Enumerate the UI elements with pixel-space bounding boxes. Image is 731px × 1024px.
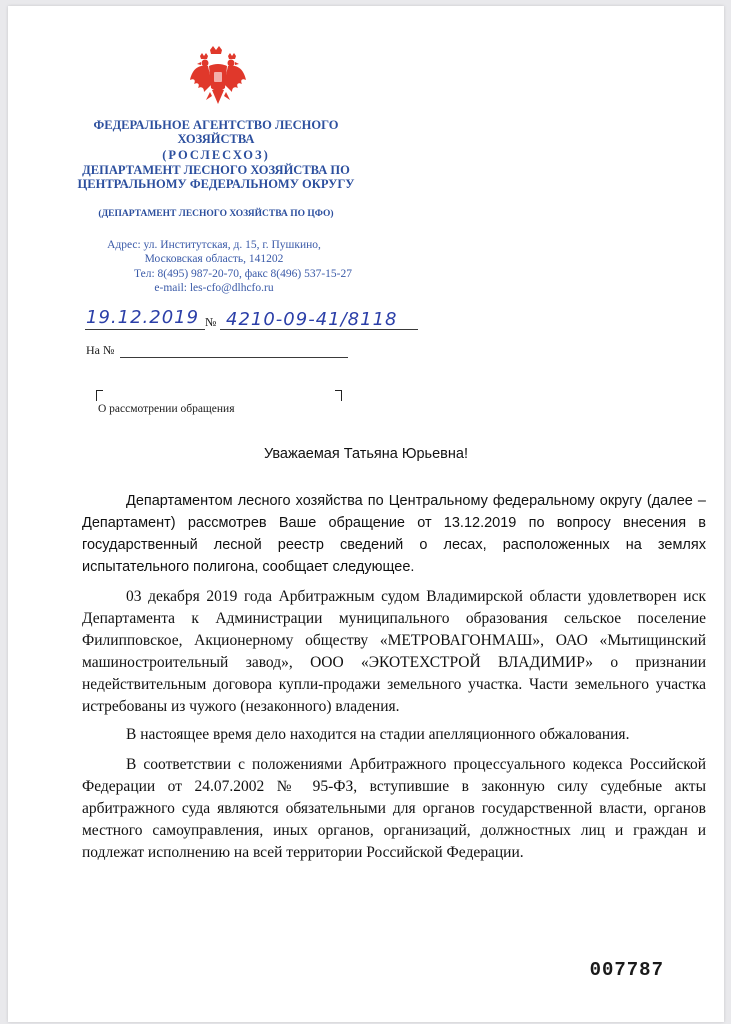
- department-short-name: (ДЕПАРТАМЕНТ ЛЕСНОГО ХОЗЯЙСТВА ПО ЦФО): [98, 209, 334, 219]
- agency-abbreviation: (РОСЛЕСХОЗ): [162, 148, 270, 162]
- paragraph-intro: Департаментом лесного хозяйства по Центральному федеральному округу (далее – Департамент) рассмотрев Ваше обращение от 13.12.2019 по вопросу внесения в государственный лесной реестр сведений о лесах, расположенных на землях испытательного полигона, сообщает следующее.: [82, 493, 706, 575]
- letter-body: [82, 490, 706, 872]
- paragraph-court-decision: 03 декабря 2019 года Арбитражным судом Владимирской области удовлетворен иск Департамента к Администрации муниципального образования сельское поселение Филипповское, Акционерному обществу «МЕТРОВАГОНМАШ», ОАО «Мытищинский машиностроительный завод», ООО «ЭКОТЕХСТРОЙ ВЛАДИМИР» о признании недействительным договора купли-продажи земельного участка. Части земельного участка истребованы из чужого (незаконного) владения.: [82, 588, 706, 715]
- date-underline: [85, 329, 205, 330]
- number-sign: №: [205, 315, 217, 329]
- department-name: ДЕПАРТАМЕНТ ЛЕСНОГО ХОЗЯЙСТВА ПО ЦЕНТРАЛЬНОМУ ФЕДЕРАЛЬНОМУ ОКРУГУ: [77, 163, 355, 191]
- paragraph-legal-basis: В соответствии с положениями Арбитражного процессуального кодекса Российской Федерации от 24.07.2002 № 95-ФЗ, вступившие в законную силу судебные акты арбитражного суда являются обязательными для органов государственной власти, органов местного самоуправления, иных органов, организаций, должностных лиц и граждан и подлежат исполнению на всей территории Российской Федерации.: [82, 756, 706, 861]
- salutation: Уважаемая Татьяна Юрьевна!: [264, 446, 468, 462]
- address-line: Адрес: ул. Институтская, д. 15, г. Пушкино,: [107, 239, 321, 251]
- agency-name: ФЕДЕРАЛЬНОЕ АГЕНТСТВО ЛЕСНОГО ХОЗЯЙСТВА: [93, 118, 339, 146]
- reference-label: На №: [86, 343, 115, 357]
- number-underline: [220, 329, 418, 330]
- subject-line: О рассмотрении обращения: [98, 403, 235, 415]
- subject-corner-right: [335, 390, 342, 401]
- letter-page: [8, 6, 724, 1022]
- phone-fax: Тел: 8(495) 987-20-70, факс 8(496) 537-15-27: [134, 268, 352, 280]
- reference-underline: [120, 357, 348, 358]
- document-serial-number: 007787: [589, 959, 664, 981]
- subject-corner-left: [96, 390, 103, 401]
- email: e-mail: les-cfo@dlhcfo.ru: [154, 282, 274, 294]
- address-region: Московская область, 141202: [144, 253, 284, 265]
- paragraph-appeal-status: В настоящее время дело находится на стадии апелляционного обжалования.: [126, 726, 630, 743]
- handwritten-number: 4210-09-41/8118: [226, 309, 398, 330]
- handwritten-date: 19.12.2019: [86, 307, 200, 328]
- double-headed-eagle-icon: [188, 44, 248, 108]
